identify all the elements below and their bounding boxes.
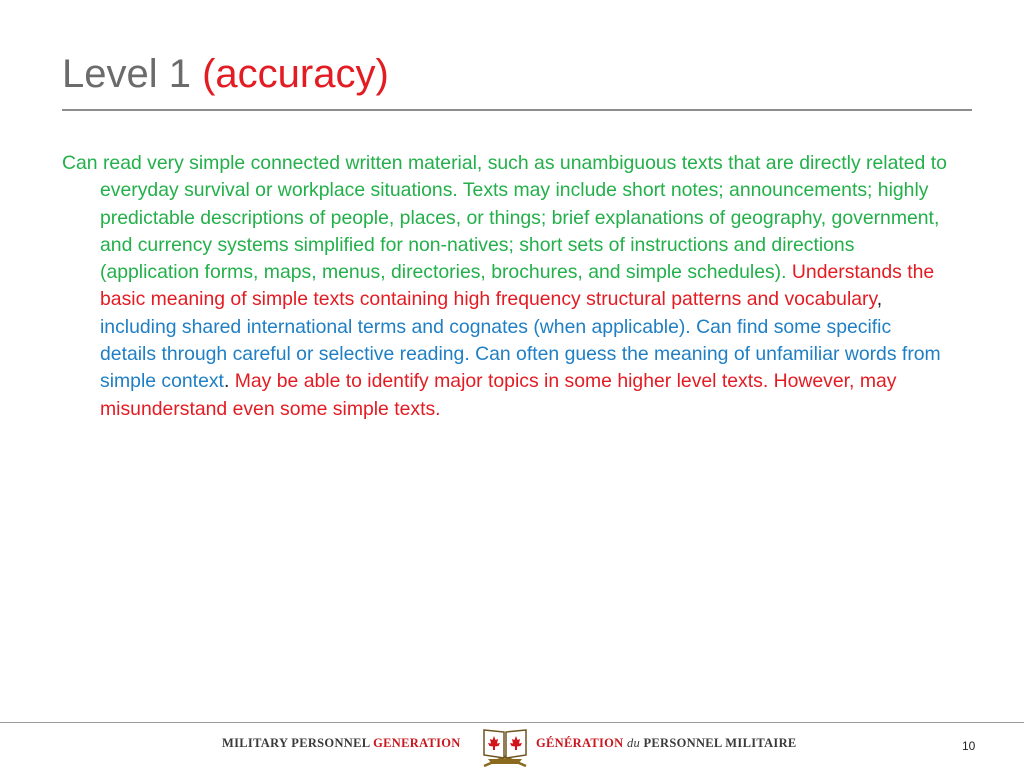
body-paragraph [62, 150, 950, 423]
footer-divider [0, 722, 1024, 723]
text-segment-period: . [223, 370, 235, 393]
text-segment-survival: Can read very simple connected written material, such as unambiguous texts that are directly related to everyday survival or workplace situations. Texts may include short notes; announcements; highly predictable descriptions of people, places, or things; brief explanations of geography, government, and currency systems simplified for non-natives; short sets of instructions and directions (application forms, maps, menus, directories, brochures, and simple schedules). [62, 152, 947, 284]
text-segment-comma: , [876, 288, 883, 311]
footer-english-label [222, 736, 461, 751]
footer-french-du: du [623, 736, 644, 750]
page-number: 10 [962, 739, 976, 753]
text-segment-cognates: including shared international terms and cognates (when applicable). Can find some specific details through careful or selective reading. Can often guess the meaning of unfamiliar words from simple context [100, 315, 941, 393]
text-segment-major-topics: May be able to identify major topics in some higher level texts. However, may misunderstand even some simple texts. [100, 370, 897, 420]
title-divider [62, 109, 972, 111]
footer-english-main: MILITARY PERSONNEL [222, 736, 374, 750]
maple-leaf-book-emblem-icon [478, 724, 532, 768]
slide-title [62, 48, 389, 100]
title-main: Level 1 [62, 52, 203, 96]
footer-french-accent: GÉNÉRATION [536, 736, 624, 750]
footer-english-accent: GENERATION [373, 736, 461, 750]
text-segment-basic-meaning: Understands the basic meaning of simple texts containing high frequency structural patterns and vocabulary [100, 261, 935, 311]
footer-french-main: PERSONNEL MILITAIRE [643, 736, 797, 750]
title-accent: (accuracy) [202, 52, 389, 96]
footer-french-label [536, 736, 797, 751]
